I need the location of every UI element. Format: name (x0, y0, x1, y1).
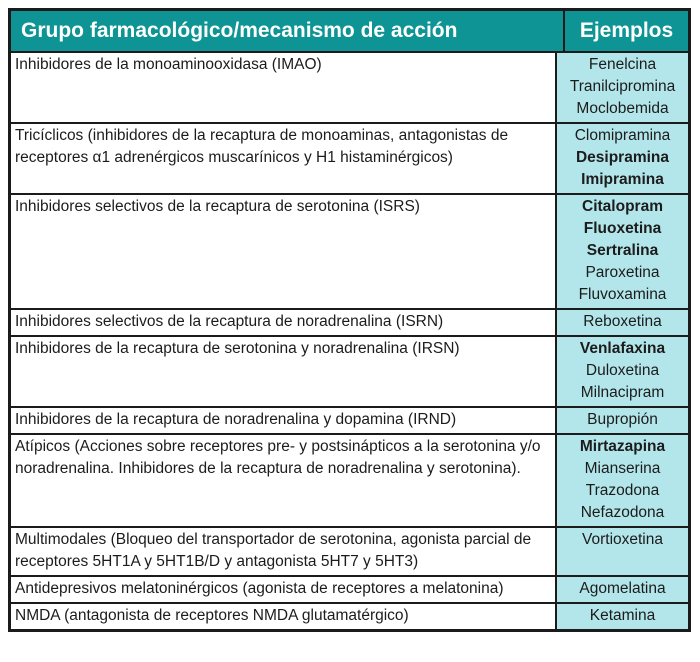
examples-cell (555, 337, 688, 406)
table-row (11, 406, 688, 433)
example-item: Milnacipram (580, 384, 665, 401)
group-cell: Inhibidores selectivos de la recaptura de noradrenalina (ISRN) (11, 310, 555, 335)
group-cell: Atípicos (Acciones sobre receptores pre- y postsinápticos a la serotonina y/o noradrenalina. Inhibidores de la recaptura de noradrenalina y serotonina). (11, 435, 555, 526)
example-item: Sertralina (586, 242, 659, 259)
example-item: Vortioxetina (582, 531, 663, 548)
examples-cell (555, 408, 688, 433)
example-item: Reboxetina (583, 313, 662, 330)
example-item: Tranilcipromina (569, 78, 676, 95)
examples-column-header: Ejemplos (563, 11, 688, 51)
group-cell: Inhibidores selectivos de la recaptura de serotonina (ISRS) (11, 195, 555, 308)
example-item: Imipramina (581, 171, 664, 188)
example-item: Paroxetina (585, 264, 660, 281)
examples-cell (555, 124, 688, 193)
table-row (11, 575, 688, 602)
group-cell: Inhibidores de la recaptura de serotonina y noradrenalina (IRSN) (11, 337, 555, 406)
example-item: Nefazodona (580, 504, 665, 521)
group-cell: Multimodales (Bloqueo del transportador de serotonina, agonista parcial de receptores 5HT1A y 5HT1B/D y antagonista 5HT7 y 5HT3) (11, 528, 555, 575)
examples-cell (555, 435, 688, 526)
table-header-row (11, 11, 688, 51)
examples-cell (555, 577, 688, 602)
table-row (11, 51, 688, 122)
example-item: Bupropión (587, 411, 658, 428)
group-cell: Antidepresivos melatoninérgicos (agonista de receptores a melatonina) (11, 577, 555, 602)
table-row (11, 122, 688, 193)
examples-cell (555, 195, 688, 308)
group-column-header: Grupo farmacológico/mecanismo de acción (21, 19, 458, 42)
table-row (11, 335, 688, 406)
example-item: Trazodona (585, 482, 660, 499)
table-row (11, 433, 688, 526)
group-cell: Tricíclicos (inhibidores de la recaptura de monoaminas, antagonistas de receptores α1 adrenérgicos muscarínicos y H1 histaminérgicos) (11, 124, 555, 193)
example-item: Fluoxetina (583, 220, 662, 237)
example-item: Desipramina (575, 149, 670, 166)
table-row (11, 308, 688, 335)
example-item: Clomipramina (574, 127, 671, 144)
table-row (11, 193, 688, 308)
example-item: Moclobemida (576, 100, 669, 117)
group-cell: Inhibidores de la recaptura de noradrenalina y dopamina (IRND) (11, 408, 555, 433)
table-row (11, 602, 688, 629)
examples-cell (555, 310, 688, 335)
group-cell: Inhibidores de la monoaminooxidasa (IMAO) (11, 53, 555, 122)
example-item: Fluvoxamina (578, 286, 667, 303)
example-item: Agomelatina (579, 580, 666, 597)
examples-cell (555, 528, 688, 575)
table-row (11, 526, 688, 575)
example-item: Duloxetina (585, 362, 660, 379)
group-cell: NMDA (antagonista de receptores NMDA glutamatérgico) (11, 604, 555, 629)
example-item: Fenelcina (588, 56, 657, 73)
example-item: Mirtazapina (579, 438, 666, 455)
table-body (11, 51, 688, 629)
example-item: Ketamina (589, 607, 656, 624)
example-item: Citalopram (582, 198, 663, 215)
pharmacology-table (8, 8, 691, 632)
example-item: Venlafaxina (579, 340, 666, 357)
example-item: Mianserina (584, 460, 661, 477)
examples-cell (555, 53, 688, 122)
examples-cell (555, 604, 688, 629)
